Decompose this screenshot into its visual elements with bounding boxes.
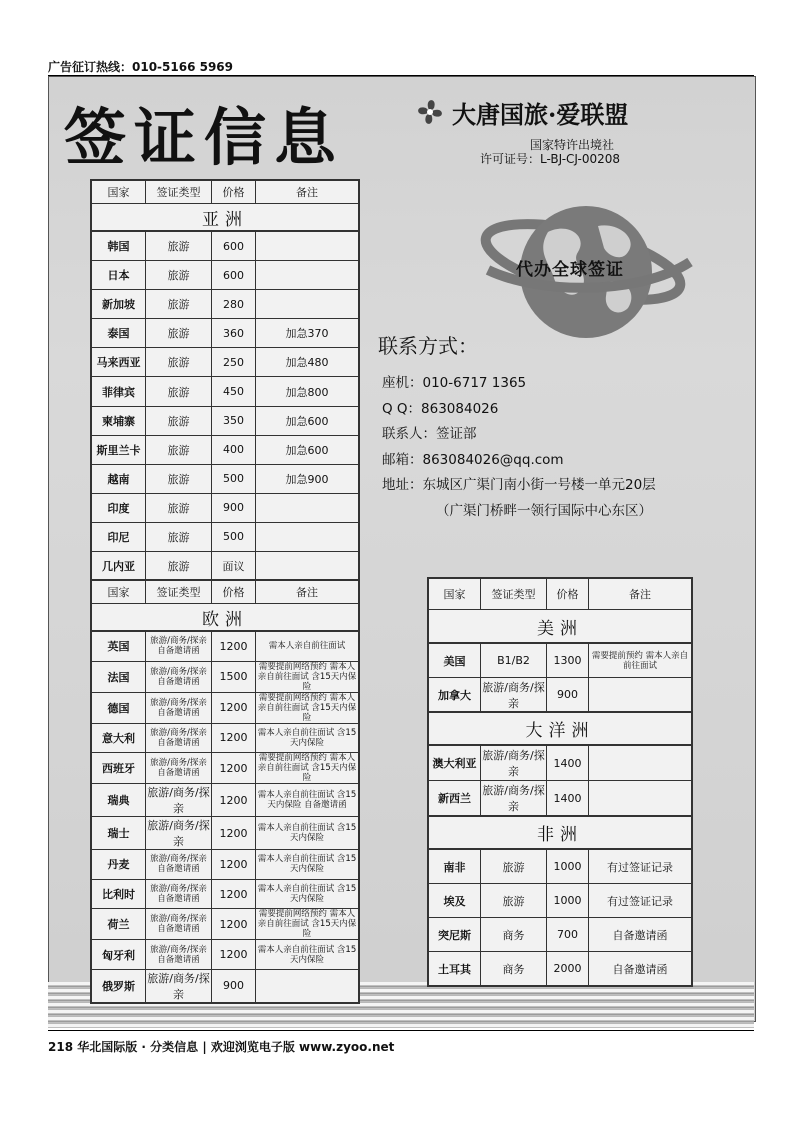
price-cell: 1000 [547, 850, 589, 884]
country-cell: 俄罗斯 [92, 969, 146, 1002]
country-cell: 加拿大 [429, 678, 481, 712]
note-cell [256, 493, 359, 522]
country-cell: 印度 [92, 493, 146, 522]
price-cell: 250 [212, 348, 256, 377]
visa-type-cell: 旅游 [146, 522, 212, 551]
header-country: 国家 [92, 581, 146, 604]
country-cell: 南非 [429, 850, 481, 884]
table-row [92, 723, 359, 753]
table-row [92, 940, 359, 970]
table-header-row [429, 579, 692, 610]
note-cell: 需本人亲自前往面试 [256, 632, 359, 662]
visa-type-cell: 旅游 [146, 377, 212, 406]
table-row [92, 319, 359, 348]
visa-type-cell: 商务 [481, 952, 547, 986]
table-row [92, 435, 359, 464]
header-country: 国家 [429, 579, 481, 610]
country-cell: 比利时 [92, 879, 146, 909]
note-cell [589, 781, 692, 816]
price-cell: 1200 [212, 817, 256, 850]
contact-heading: 联系方式： [378, 334, 478, 358]
country-cell: 韩国 [92, 232, 146, 261]
region-label-america: 美洲 [429, 610, 692, 643]
visa-type-cell: 旅游 [146, 232, 212, 261]
visa-type-cell: 旅游/商务/探亲 自备邀请函 [146, 723, 212, 753]
country-cell: 柬埔寨 [92, 406, 146, 435]
country-cell: 德国 [92, 692, 146, 723]
note-cell: 需本人亲自前往面试 含15天内保险 自备邀请函 [256, 784, 359, 817]
country-cell: 西班牙 [92, 753, 146, 784]
visa-type-cell: 旅游 [146, 261, 212, 290]
table-header-row [92, 581, 359, 604]
country-cell: 意大利 [92, 723, 146, 753]
visa-type-cell: 商务 [481, 918, 547, 952]
price-cell: 600 [212, 232, 256, 261]
country-cell: 菲律宾 [92, 377, 146, 406]
oceania-rows [428, 745, 692, 816]
table-row [92, 377, 359, 406]
header-visa-type: 签证类型 [146, 181, 212, 204]
country-cell: 丹麦 [92, 850, 146, 880]
ad-hotline: 广告征订热线：010-5166 5969 [48, 60, 234, 74]
table-row [92, 909, 359, 940]
note-cell [256, 969, 359, 1002]
brand-header [412, 94, 628, 130]
note-cell [256, 232, 359, 261]
country-cell: 日本 [92, 261, 146, 290]
note-cell [589, 678, 692, 712]
table-row [92, 850, 359, 880]
visa-type-cell: B1/B2 [481, 644, 547, 678]
table-row [92, 232, 359, 261]
visa-type-cell: 旅游 [481, 850, 547, 884]
note-cell: 自备邀请函 [589, 952, 692, 986]
table-row [92, 464, 359, 493]
europe-visa-table [90, 579, 360, 1004]
license-number: 许可证号：L-BJ-CJ-00208 [480, 152, 621, 166]
table-row [92, 406, 359, 435]
price-cell: 1200 [212, 692, 256, 723]
table-row [429, 850, 692, 884]
country-cell: 澳大利亚 [429, 746, 481, 781]
visa-type-cell: 旅游 [146, 319, 212, 348]
note-cell: 加急800 [256, 377, 359, 406]
table-row [429, 884, 692, 918]
note-cell [589, 746, 692, 781]
header-country: 国家 [92, 181, 146, 204]
country-cell: 瑞士 [92, 817, 146, 850]
visa-type-cell: 旅游 [146, 348, 212, 377]
americas-oceania-africa-visa-table [427, 577, 693, 987]
price-cell: 900 [547, 678, 589, 712]
page-footer: 218 华北国际版 · 分类信息 | 欢迎浏览电子版 www.zyoo.net [48, 1040, 395, 1054]
price-cell: 500 [212, 522, 256, 551]
country-cell: 泰国 [92, 319, 146, 348]
visa-type-cell: 旅游 [146, 464, 212, 493]
note-cell: 需要提前网络预约 需本人亲自前往面试 含15天内保险 [256, 661, 359, 692]
note-cell: 加急370 [256, 319, 359, 348]
contact-qq: Q Q：863084026 [382, 401, 499, 417]
visa-type-cell: 旅游/商务/探亲 [481, 781, 547, 816]
header-price: 价格 [547, 579, 589, 610]
visa-type-cell: 旅游 [481, 884, 547, 918]
visa-type-cell: 旅游/商务/探亲 自备邀请函 [146, 879, 212, 909]
page-title: 签证信息 [64, 101, 345, 174]
note-cell: 自备邀请函 [589, 918, 692, 952]
table-row [92, 692, 359, 723]
price-cell: 1200 [212, 753, 256, 784]
price-cell: 450 [212, 377, 256, 406]
header-price: 价格 [212, 581, 256, 604]
note-cell [256, 552, 359, 581]
note-cell: 需要提前网络预约 需本人亲自前往面试 含15天内保险 [256, 909, 359, 940]
price-cell: 350 [212, 406, 256, 435]
visa-type-cell: 旅游/商务/探亲 自备邀请函 [146, 692, 212, 723]
country-cell: 瑞典 [92, 784, 146, 817]
price-cell: 400 [212, 435, 256, 464]
visa-type-cell: 旅游/商务/探亲 自备邀请函 [146, 753, 212, 784]
europe-rows [91, 631, 359, 1003]
country-cell: 荷兰 [92, 909, 146, 940]
price-cell: 1200 [212, 850, 256, 880]
price-cell: 1200 [212, 940, 256, 970]
country-cell: 土耳其 [429, 952, 481, 986]
region-label-oceania: 大洋洲 [429, 713, 692, 745]
contact-email: 邮箱：863084026@qq.com [382, 452, 564, 468]
table-row [92, 493, 359, 522]
note-cell: 需本人亲自前往面试 含15天内保险 [256, 723, 359, 753]
table-row [429, 918, 692, 952]
visa-type-cell: 旅游 [146, 552, 212, 581]
note-cell: 需要提前网络预约 需本人亲自前往面试 含15天内保险 [256, 692, 359, 723]
america-rows [428, 643, 692, 712]
table-row [92, 879, 359, 909]
header-price: 价格 [212, 181, 256, 204]
note-cell: 需本人亲自前往面试 含15天内保险 [256, 817, 359, 850]
note-cell: 加急480 [256, 348, 359, 377]
table-row [92, 522, 359, 551]
table-row [92, 969, 359, 1002]
note-cell [256, 290, 359, 319]
asia-rows [91, 231, 359, 581]
country-cell: 马来西亚 [92, 348, 146, 377]
price-cell: 360 [212, 319, 256, 348]
contact-person: 联系人：签证部 [382, 426, 477, 442]
note-cell: 加急600 [256, 406, 359, 435]
country-cell: 突尼斯 [429, 918, 481, 952]
region-label-africa: 非洲 [429, 817, 692, 849]
header-note: 备注 [256, 581, 359, 604]
country-cell: 越南 [92, 464, 146, 493]
note-cell: 需要提前预约 需本人亲自前往面试 [589, 644, 692, 678]
region-label-asia: 亚洲 [92, 204, 359, 231]
table-row [92, 261, 359, 290]
note-cell: 加急900 [256, 464, 359, 493]
price-cell: 1200 [212, 632, 256, 662]
table-row [429, 644, 692, 678]
price-cell: 1400 [547, 746, 589, 781]
visa-type-cell: 旅游/商务/探亲 [146, 817, 212, 850]
visa-type-cell: 旅游/商务/探亲 [481, 746, 547, 781]
note-cell: 有过签证记录 [589, 850, 692, 884]
price-cell: 600 [212, 261, 256, 290]
country-cell: 新西兰 [429, 781, 481, 816]
visa-type-cell: 旅游 [146, 290, 212, 319]
country-cell: 法国 [92, 661, 146, 692]
table-row [429, 746, 692, 781]
pinwheel-logo-icon [412, 94, 448, 130]
note-cell: 需要提前网络预约 需本人亲自前往面试 含15天内保险 [256, 753, 359, 784]
header-note: 备注 [589, 579, 692, 610]
price-cell: 2000 [547, 952, 589, 986]
note-cell [256, 261, 359, 290]
note-cell: 需本人亲自前往面试 含15天内保险 [256, 850, 359, 880]
table-row [92, 552, 359, 581]
visa-type-cell: 旅游/商务/探亲 自备邀请函 [146, 632, 212, 662]
note-cell: 需本人亲自前往面试 含15天内保险 [256, 879, 359, 909]
country-cell: 印尼 [92, 522, 146, 551]
visa-type-cell: 旅游/商务/探亲 自备邀请函 [146, 850, 212, 880]
country-cell: 新加坡 [92, 290, 146, 319]
note-cell [256, 522, 359, 551]
price-cell: 280 [212, 290, 256, 319]
table-row [92, 661, 359, 692]
country-cell: 斯里兰卡 [92, 435, 146, 464]
region-label-europe: 欧洲 [92, 604, 359, 631]
price-cell: 1400 [547, 781, 589, 816]
table-row [429, 678, 692, 712]
asia-visa-table [90, 179, 360, 582]
header-visa-type: 签证类型 [146, 581, 212, 604]
contact-address-note: （广渠门桥畔一领行国际中心东区） [436, 503, 652, 519]
price-cell: 1200 [212, 879, 256, 909]
table-row [429, 952, 692, 986]
table-row [92, 784, 359, 817]
price-cell: 1200 [212, 909, 256, 940]
header-note: 备注 [256, 181, 359, 204]
table-row [92, 753, 359, 784]
visa-type-cell: 旅游 [146, 435, 212, 464]
visa-type-cell: 旅游 [146, 406, 212, 435]
visa-type-cell: 旅游/商务/探亲 自备邀请函 [146, 940, 212, 970]
header-visa-type: 签证类型 [481, 579, 547, 610]
visa-type-cell: 旅游/商务/探亲 [146, 784, 212, 817]
brand-subtitle: 国家特许出境社 [530, 138, 615, 152]
table-row [429, 781, 692, 816]
table-header-row [92, 181, 359, 204]
price-cell: 1500 [212, 661, 256, 692]
price-cell: 700 [547, 918, 589, 952]
brand-name: 大唐国旅·爱联盟 [452, 99, 629, 129]
note-cell: 有过签证记录 [589, 884, 692, 918]
table-row [92, 348, 359, 377]
price-cell: 1200 [212, 784, 256, 817]
price-cell: 1300 [547, 644, 589, 678]
country-cell: 英国 [92, 632, 146, 662]
price-cell: 500 [212, 464, 256, 493]
africa-rows [428, 849, 692, 986]
price-cell: 900 [212, 969, 256, 1002]
note-cell: 加急600 [256, 435, 359, 464]
price-cell: 面议 [212, 552, 256, 581]
visa-type-cell: 旅游 [146, 493, 212, 522]
country-cell: 埃及 [429, 884, 481, 918]
note-cell: 需本人亲自前往面试 含15天内保险 [256, 940, 359, 970]
visa-type-cell: 旅游/商务/探亲 [481, 678, 547, 712]
country-cell: 匈牙利 [92, 940, 146, 970]
table-row [92, 290, 359, 319]
bottom-rule [48, 1030, 754, 1031]
country-cell: 几内亚 [92, 552, 146, 581]
price-cell: 1200 [212, 723, 256, 753]
visa-type-cell: 旅游/商务/探亲 自备邀请函 [146, 909, 212, 940]
visa-type-cell: 旅游/商务/探亲 自备邀请函 [146, 661, 212, 692]
table-row [92, 632, 359, 662]
visa-type-cell: 旅游/商务/探亲 [146, 969, 212, 1002]
price-cell: 900 [212, 493, 256, 522]
contact-phone: 座机：010-6717 1365 [382, 375, 527, 391]
country-cell: 美国 [429, 644, 481, 678]
price-cell: 1000 [547, 884, 589, 918]
global-visa-service-text: 代办全球签证 [516, 260, 624, 280]
table-row [92, 817, 359, 850]
contact-address: 地址：东城区广渠门南小街一号楼一单元20层 [382, 477, 656, 493]
